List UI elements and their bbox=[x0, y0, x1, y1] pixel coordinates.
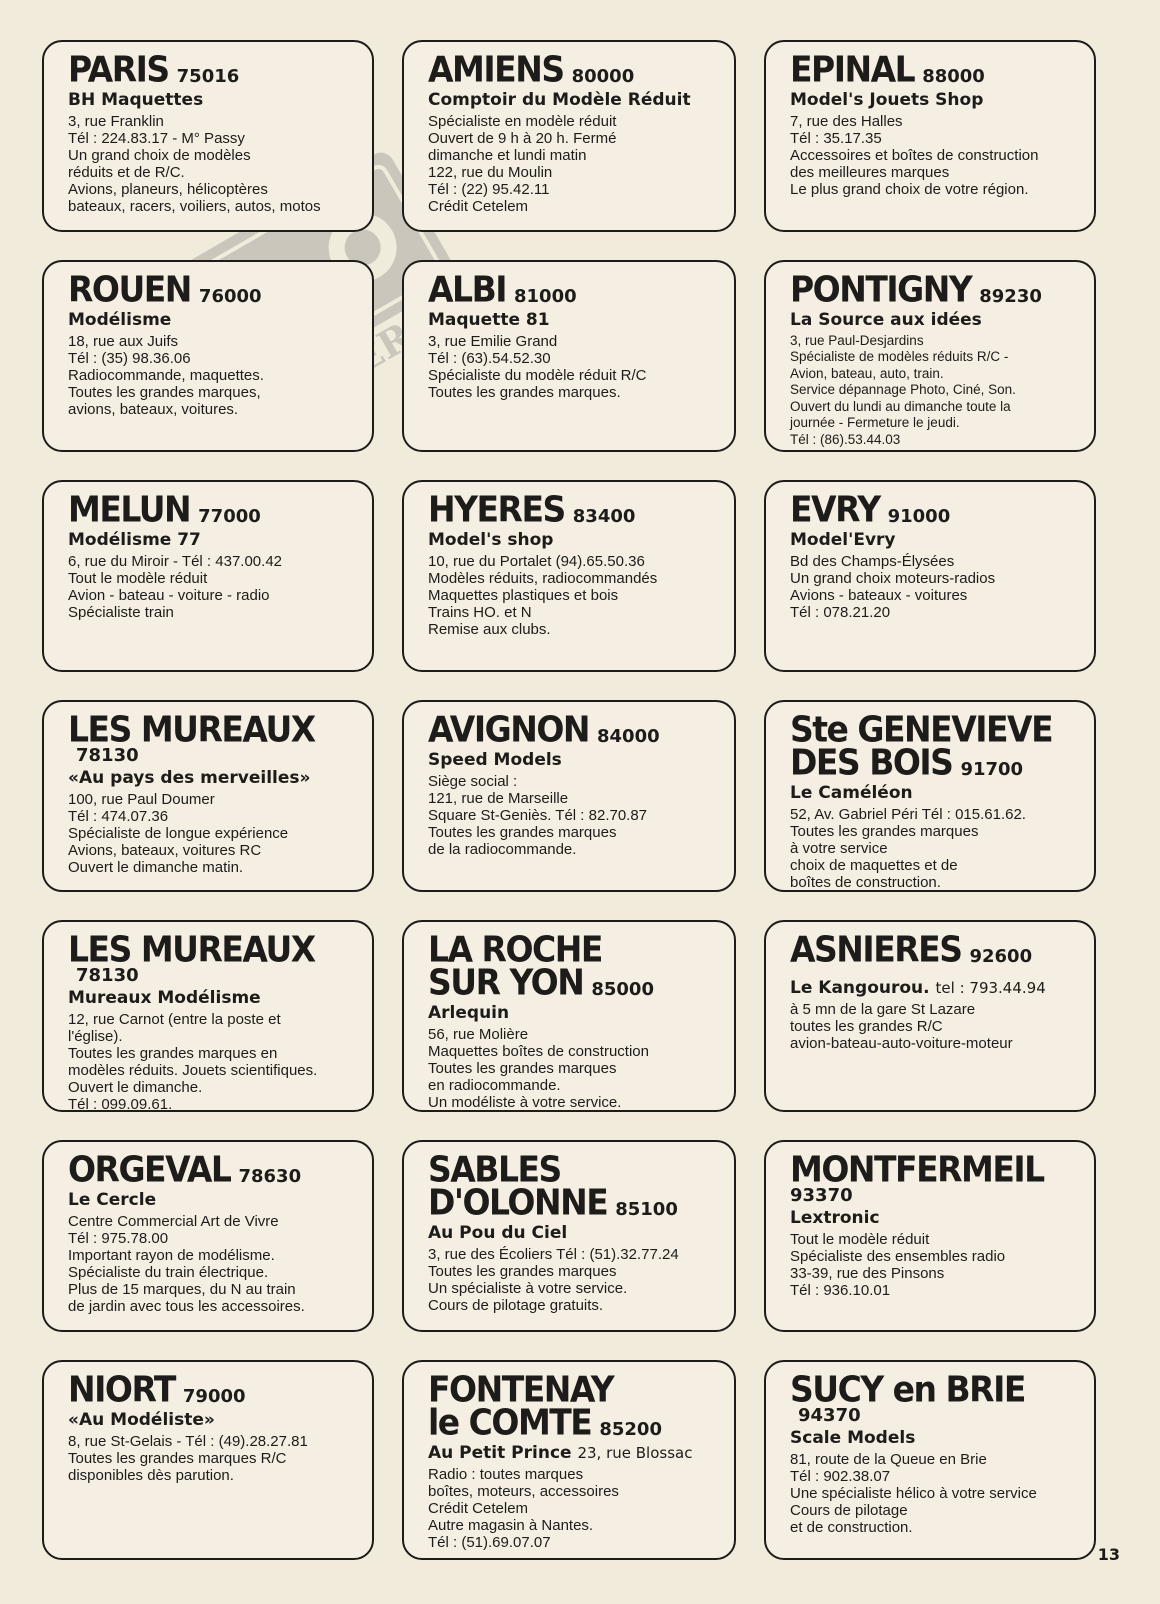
shop-detail: Maquettes plastiques et bois bbox=[428, 586, 619, 604]
shop-detail: de jardin avec tous les accessoires. bbox=[68, 1297, 305, 1315]
shop-detail: Toutes les grandes marques bbox=[790, 822, 979, 840]
shop-detail: disponibles dès parution. bbox=[68, 1466, 234, 1484]
shop-detail: 56, rue Molière bbox=[428, 1025, 529, 1043]
shop-detail: Tél : (35) 98.36.06 bbox=[68, 349, 191, 367]
shop-detail: 10, rue du Portalet (94).65.50.36 bbox=[428, 552, 645, 570]
shop-detail: des meilleures marques bbox=[790, 163, 950, 181]
shop-detail: Spécialiste train bbox=[68, 603, 174, 621]
shop-detail: 33-39, rue des Pinsons bbox=[790, 1264, 945, 1282]
shop-detail: à votre service bbox=[790, 839, 888, 857]
shop-postcode: 78130 bbox=[76, 745, 139, 766]
shop-card bbox=[764, 260, 1096, 452]
shop-postcode: 84000 bbox=[597, 726, 660, 747]
shop-name: «Au pays des merveilles» bbox=[68, 768, 311, 788]
shop-detail: Tél : 474.07.36 bbox=[68, 807, 169, 825]
shop-detail: Tout le modèle réduit bbox=[790, 1230, 930, 1248]
shop-card bbox=[764, 40, 1096, 232]
shop-postcode: 94370 bbox=[798, 1405, 861, 1426]
shop-city: FONTENAY bbox=[428, 1368, 614, 1411]
shop-detail: 3, rue Emilie Grand bbox=[428, 332, 558, 350]
shop-card bbox=[402, 920, 736, 1112]
shop-city-line2: DES BOIS bbox=[790, 741, 953, 784]
shop-postcode: 89230 bbox=[979, 286, 1042, 307]
shop-name: Model's Jouets Shop bbox=[790, 90, 984, 110]
shop-postcode: 80000 bbox=[571, 66, 635, 87]
shop-name: Model's shop bbox=[428, 530, 554, 550]
page-number: 13 bbox=[1097, 1545, 1120, 1564]
shop-name: La Source aux idées bbox=[790, 310, 982, 330]
shop-detail: boîtes, moteurs, accessoires bbox=[428, 1482, 619, 1500]
shop-detail: Un grand choix de modèles bbox=[68, 146, 251, 164]
shop-detail: 8, rue St-Gelais - Tél : (49).28.27.81 bbox=[68, 1432, 308, 1450]
shop-card bbox=[764, 1140, 1096, 1332]
shop-postcode: 85000 bbox=[591, 979, 654, 1000]
shop-detail: en radiocommande. bbox=[428, 1076, 561, 1094]
shop-city: LA ROCHE bbox=[428, 928, 602, 971]
shop-detail: Spécialiste du train électrique. bbox=[68, 1263, 269, 1281]
shop-card bbox=[42, 1360, 374, 1560]
shop-detail: Crédit Cetelem bbox=[428, 197, 529, 215]
shop-detail: Tél : (22) 95.42.11 bbox=[428, 180, 550, 198]
shop-detail: Avions - bateaux - voitures bbox=[790, 586, 968, 604]
shop-city: ALBI bbox=[428, 268, 506, 311]
shop-detail: avions, bateaux, voitures. bbox=[68, 400, 239, 418]
shop-detail: Tout le modèle réduit bbox=[68, 569, 208, 587]
shop-postcode: 79000 bbox=[182, 1386, 246, 1407]
shop-name: Modélisme bbox=[68, 310, 172, 330]
shop-detail: Toutes les grandes marques bbox=[428, 823, 617, 841]
shop-detail: Ouvert le dimanche matin. bbox=[68, 858, 244, 876]
shop-postcode: 92600 bbox=[969, 946, 1033, 967]
shop-card bbox=[42, 1140, 374, 1332]
shop-city: MELUN bbox=[68, 488, 191, 531]
shop-name: BH Maquettes bbox=[68, 90, 204, 110]
shop-detail: Radio : toutes marques bbox=[428, 1465, 584, 1483]
shop-city: Ste GENEVIEVE bbox=[790, 708, 1053, 751]
shop-card bbox=[42, 480, 374, 672]
shop-detail: Toutes les grandes marques en bbox=[68, 1044, 278, 1062]
shop-postcode: 85100 bbox=[615, 1199, 678, 1220]
shop-detail: Service dépannage Photo, Ciné, Son. bbox=[790, 382, 1016, 398]
shop-detail: Tél : 078.21.20 bbox=[790, 603, 891, 621]
shop-name: Speed Models bbox=[428, 750, 562, 770]
shop-card bbox=[42, 260, 374, 452]
shop-phone: tel : 793.44.94 bbox=[935, 979, 1046, 997]
shop-name: Lextronic bbox=[790, 1208, 880, 1228]
shop-city: LES MUREAUX bbox=[68, 928, 315, 971]
shop-name: Maquette 81 bbox=[428, 310, 550, 330]
shop-detail: Cours de pilotage gratuits. bbox=[428, 1296, 604, 1314]
shop-postcode: 76000 bbox=[198, 286, 262, 307]
shop-detail: réduits et de R/C. bbox=[68, 163, 185, 181]
shop-detail: 122, rue du Moulin bbox=[428, 163, 553, 181]
shop-detail: Tél : 902.38.07 bbox=[790, 1467, 891, 1485]
shop-card bbox=[402, 480, 736, 672]
shop-city-line2: D'OLONNE bbox=[428, 1181, 608, 1224]
shop-city: EPINAL bbox=[790, 48, 915, 91]
shop-postcode: 81000 bbox=[514, 286, 577, 307]
shop-card bbox=[402, 700, 736, 892]
shop-detail: 121, rue de Marseille bbox=[428, 789, 569, 807]
shop-detail: Ouvert du lundi au dimanche toute la bbox=[790, 398, 1011, 414]
shop-card bbox=[402, 260, 736, 452]
shop-card bbox=[42, 920, 374, 1112]
shop-city: SABLES bbox=[428, 1148, 561, 1191]
shop-postcode: 75016 bbox=[176, 66, 240, 87]
shop-postcode: 83400 bbox=[572, 506, 636, 527]
shop-city: AMIENS bbox=[428, 48, 564, 91]
shop-card bbox=[402, 1140, 736, 1332]
shop-detail: Bd des Champs-Élysées bbox=[790, 552, 955, 570]
shop-name: Mureaux Modélisme bbox=[68, 988, 261, 1008]
shop-detail: Autre magasin à Nantes. bbox=[428, 1516, 594, 1534]
shop-detail: Un spécialiste à votre service. bbox=[428, 1279, 628, 1297]
shop-detail: 3, rue Paul-Desjardins bbox=[790, 332, 924, 348]
shop-city: MONTFERMEIL bbox=[790, 1148, 1044, 1191]
shop-detail: Tél : 099.09.61. bbox=[68, 1095, 173, 1112]
shop-detail: Toutes les grandes marques. bbox=[428, 383, 621, 401]
shop-detail: Spécialiste de modèles réduits R/C - bbox=[790, 349, 1009, 365]
shop-detail: Important rayon de modélisme. bbox=[68, 1246, 275, 1264]
shop-detail: 3, rue Franklin bbox=[68, 112, 164, 130]
shop-detail: Crédit Cetelem bbox=[428, 1499, 529, 1517]
shop-detail: choix de maquettes et de bbox=[790, 856, 958, 874]
shop-detail: Tél : (63).54.52.30 bbox=[428, 349, 551, 367]
shop-detail: 3, rue des Écoliers Tél : (51).32.77.24 bbox=[428, 1245, 679, 1263]
shop-detail: 6, rue du Miroir - Tél : 437.00.42 bbox=[68, 552, 282, 570]
shop-detail: 100, rue Paul Doumer bbox=[68, 790, 215, 808]
shop-detail: Avion - bateau - voiture - radio bbox=[68, 586, 270, 604]
shop-detail: Cours de pilotage bbox=[790, 1501, 908, 1519]
shop-detail: Tél : (86).53.44.03 bbox=[790, 431, 901, 447]
shop-city: PARIS bbox=[68, 48, 169, 91]
shop-detail: Une spécialiste hélico à votre service bbox=[790, 1484, 1037, 1502]
shop-detail: Remise aux clubs. bbox=[428, 620, 551, 638]
shop-city-line2: SUR YON bbox=[428, 961, 584, 1004]
shop-city: SUCY en BRIE bbox=[790, 1368, 1025, 1411]
shop-detail: avion-bateau-auto-voiture-moteur bbox=[790, 1034, 1013, 1052]
shop-detail: Avions, bateaux, voitures RC bbox=[68, 841, 262, 859]
shop-detail: et de construction. bbox=[790, 1518, 913, 1536]
shop-detail: journée - Fermeture le jeudi. bbox=[790, 415, 960, 431]
shop-detail: à 5 mn de la gare St Lazare bbox=[790, 1000, 976, 1018]
shop-detail: Spécialiste de longue expérience bbox=[68, 824, 289, 842]
shop-detail: Plus de 15 marques, du N au train bbox=[68, 1280, 296, 1298]
shop-name: Au Petit Prince bbox=[428, 1443, 572, 1463]
shop-detail: Toutes les grandes marques bbox=[428, 1262, 617, 1280]
shop-detail: Accessoires et boîtes de construction bbox=[790, 146, 1039, 164]
shop-detail: Tél : (51).69.07.07 bbox=[428, 1533, 551, 1551]
shop-postcode: 85200 bbox=[599, 1419, 662, 1440]
shop-detail: toutes les grandes R/C bbox=[790, 1017, 943, 1035]
shop-detail: Un modéliste à votre service. bbox=[428, 1093, 622, 1111]
shop-city: ASNIERES bbox=[790, 928, 962, 971]
shop-card bbox=[764, 1360, 1096, 1560]
shop-detail: boîtes de construction. bbox=[790, 873, 941, 891]
shop-name: Le Caméléon bbox=[790, 783, 913, 803]
shop-detail: dimanche et lundi matin bbox=[428, 146, 587, 164]
shop-postcode: 78630 bbox=[238, 1166, 302, 1187]
shop-city: HYERES bbox=[428, 488, 565, 531]
shop-city: EVRY bbox=[790, 488, 880, 531]
shop-detail: Spécialiste du modèle réduit R/C bbox=[428, 366, 647, 384]
shop-detail: Spécialiste des ensembles radio bbox=[790, 1247, 1006, 1265]
shop-address: 23, rue Blossac bbox=[577, 1444, 693, 1462]
shop-detail: Radiocommande, maquettes. bbox=[68, 366, 264, 384]
shop-detail: Avion, bateau, auto, train. bbox=[790, 365, 944, 381]
shop-detail: Avions, planeurs, hélicoptères bbox=[68, 180, 268, 198]
shop-detail: Ouvert de 9 h à 20 h. Fermé bbox=[428, 129, 617, 147]
shop-detail: Trains HO. et N bbox=[428, 603, 532, 621]
shop-grid bbox=[42, 40, 1096, 1560]
shop-detail: Toutes les grandes marques, bbox=[68, 383, 261, 401]
shop-city: ORGEVAL bbox=[68, 1148, 231, 1191]
shop-name: Scale Models bbox=[790, 1428, 916, 1448]
shop-postcode: 77000 bbox=[198, 506, 261, 527]
shop-detail: Tél : 975.78.00 bbox=[68, 1229, 169, 1247]
shop-detail: bateaux, racers, voiliers, autos, motos bbox=[68, 197, 321, 215]
shop-card bbox=[42, 40, 374, 232]
shop-detail: 12, rue Carnot (entre la poste et bbox=[68, 1010, 281, 1028]
shop-detail: Ouvert le dimanche. bbox=[68, 1078, 203, 1096]
shop-city: AVIGNON bbox=[428, 708, 589, 751]
shop-card bbox=[764, 920, 1096, 1112]
shop-name: Le Cercle bbox=[68, 1190, 157, 1210]
shop-detail: Un grand choix moteurs-radios bbox=[790, 569, 996, 587]
shop-city: ROUEN bbox=[68, 268, 191, 311]
shop-detail: Maquettes boîtes de construction bbox=[428, 1042, 649, 1060]
shop-detail: Tél : 224.83.17 - M° Passy bbox=[68, 129, 245, 147]
shop-name: Modélisme 77 bbox=[68, 530, 201, 550]
shop-detail: 81, route de la Queue en Brie bbox=[790, 1450, 987, 1468]
shop-name: Au Pou du Ciel bbox=[428, 1223, 568, 1243]
shop-detail: Le plus grand choix de votre région. bbox=[790, 180, 1029, 198]
shop-card bbox=[42, 700, 374, 892]
shop-postcode: 93370 bbox=[790, 1185, 853, 1206]
shop-card bbox=[402, 1360, 736, 1560]
shop-card bbox=[402, 40, 736, 232]
shop-city: PONTIGNY bbox=[790, 268, 972, 311]
shop-postcode: 78130 bbox=[76, 965, 139, 986]
shop-detail: 52, Av. Gabriel Péri Tél : 015.61.62. bbox=[790, 805, 1026, 823]
shop-postcode: 91700 bbox=[960, 759, 1024, 780]
shop-postcode: 91000 bbox=[887, 506, 951, 527]
shop-name: «Au Modéliste» bbox=[68, 1410, 215, 1430]
shop-card bbox=[764, 700, 1096, 892]
shop-detail: Square St-Geniès. Tél : 82.70.87 bbox=[428, 806, 648, 824]
shop-city: NIORT bbox=[68, 1368, 175, 1411]
shop-detail: Spécialiste en modèle réduit bbox=[428, 112, 617, 130]
shop-detail: 7, rue des Halles bbox=[790, 112, 903, 130]
shop-detail: Toutes les grandes marques R/C bbox=[68, 1449, 287, 1467]
shop-detail: de la radiocommande. bbox=[428, 840, 577, 858]
shop-detail: Centre Commercial Art de Vivre bbox=[68, 1212, 279, 1230]
shop-detail: Tél : 936.10.01 bbox=[790, 1281, 891, 1299]
shop-detail: Tél : 35.17.35 bbox=[790, 129, 882, 147]
shop-name: Comptoir du Modèle Réduit bbox=[428, 90, 691, 110]
shop-detail: Siège social : bbox=[428, 772, 518, 790]
shop-card bbox=[764, 480, 1096, 672]
shop-detail: l'église). bbox=[68, 1027, 123, 1045]
shop-name: Model'Evry bbox=[790, 530, 896, 550]
shop-name: Le Kangourou. bbox=[790, 978, 930, 998]
shop-detail: 18, rue aux Juifs bbox=[68, 332, 179, 350]
shop-postcode: 88000 bbox=[922, 66, 985, 87]
shop-name: Arlequin bbox=[428, 1003, 510, 1023]
shop-city-line2: le COMTE bbox=[428, 1401, 592, 1444]
shop-city: LES MUREAUX bbox=[68, 708, 315, 751]
shop-detail: Toutes les grandes marques bbox=[428, 1059, 617, 1077]
shop-detail: Modèles réduits, radiocommandés bbox=[428, 569, 658, 587]
shop-detail: modèles réduits. Jouets scientifiques. bbox=[68, 1061, 318, 1079]
